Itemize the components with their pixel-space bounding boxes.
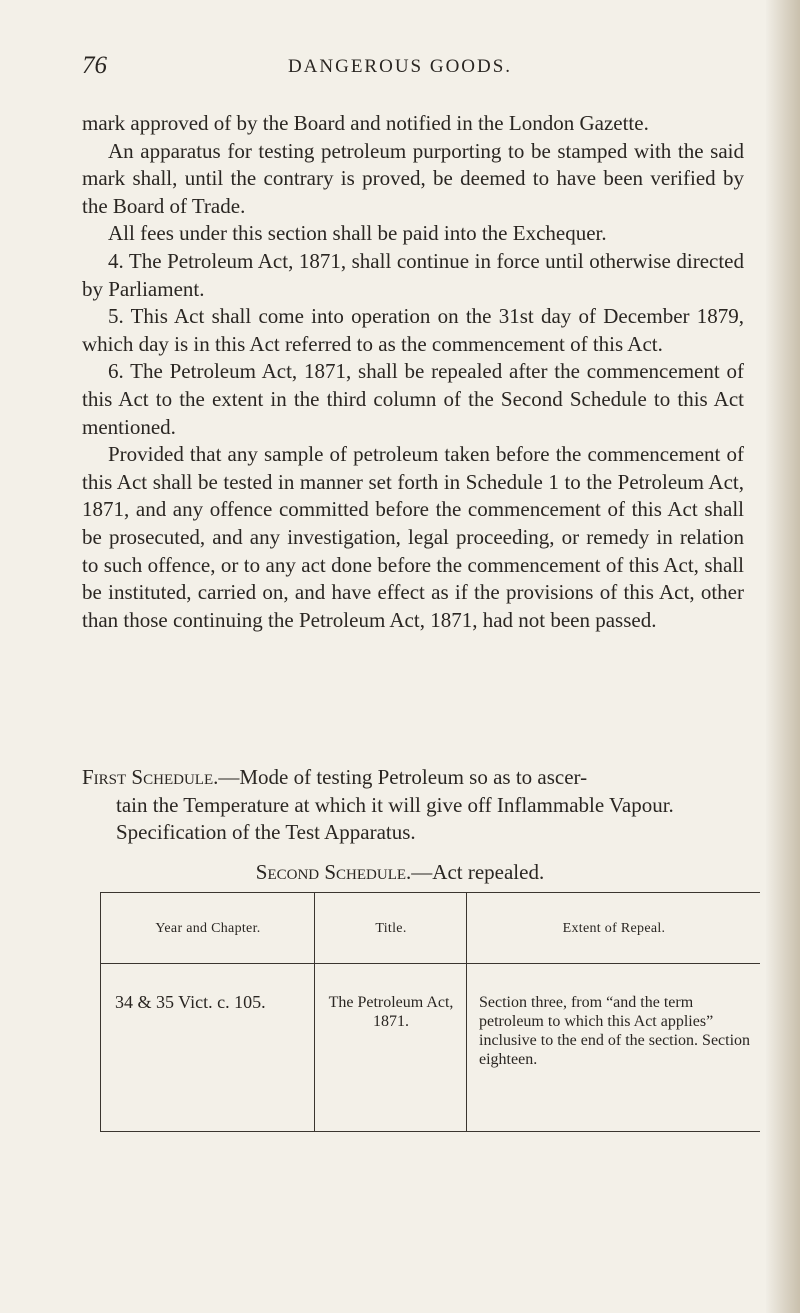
second-schedule-heading: Second Schedule. (255, 860, 412, 884)
first-schedule-heading: First Schedule. (82, 765, 219, 789)
page-edge-shadow (766, 0, 800, 1313)
cell-extent: Section three, from “and the term petroleum to which this Act applies” inclusive to the end of the section. Section eighteen. (479, 994, 751, 1068)
paragraph: mark approved of by the Board and notified in the London Gazette. (82, 111, 649, 135)
section-6: 6. The Petroleum Act, 1871, shall be repealed after the commencement of this Act to the extent in the third column of the Second Schedule to this Act mentioned. (82, 359, 744, 439)
running-head: DANGEROUS GOODS. (287, 56, 513, 77)
paragraph: An apparatus for testing petroleum purporting to be stamped with the said mark shall, until the contrary is proved, be deemed to have been verified by the Board of Trade. (82, 138, 744, 218)
body-text (82, 110, 744, 634)
cell-title: The Petroleum Act, 1871. (328, 994, 454, 1030)
proviso-paragraph: Provided that any sample of petroleum taken before the commencement of this Act shall be tested in manner set forth in Schedule 1 to the Petroleum Act, 1871, and any offence committed before the commencement of this Act shall be prosecuted, and any investigation, legal proceeding, or remedy in relation to such offence, or to any act done before the commencement of this Act, shall be instituted, carried on, and have effect as if the provisions of this Act, other than those continuing the Petroleum Act, 1871, had not been passed. (82, 442, 744, 632)
first-schedule-text-line1: —Mode of testing Petroleum so as to ascer- (218, 765, 588, 789)
page-number: 76 (82, 52, 107, 79)
first-schedule (82, 764, 752, 847)
column-header-year: Year and Chapter. (155, 921, 261, 936)
cell-year-chapter: 34 & 35 Vict. c. 105. (115, 992, 266, 1012)
repeal-table (100, 892, 760, 1132)
table-column-year (100, 893, 315, 1131)
paragraph: All fees under this section shall be paid into the Exchequer. (108, 221, 607, 246)
second-schedule-title (0, 860, 800, 885)
second-schedule-subtitle: —Act repealed. (411, 860, 545, 884)
first-schedule-text: tain the Temperature at which it will give off Inflammable Vapour. Specification of the Test Apparatus. (116, 792, 674, 845)
table-column-title (314, 893, 467, 1131)
column-header-extent: Extent of Repeal. (562, 921, 666, 936)
column-header-title: Title. (375, 921, 407, 936)
table-column-extent (466, 893, 761, 1131)
page-header (0, 52, 800, 82)
section-4: 4. The Petroleum Act, 1871, shall continue in force until otherwise directed by Parliament. (82, 248, 744, 301)
section-5: 5. This Act shall come into operation on the 31st day of December 1879, which day is in this Act referred to as the commencement of this Act. (82, 304, 744, 356)
